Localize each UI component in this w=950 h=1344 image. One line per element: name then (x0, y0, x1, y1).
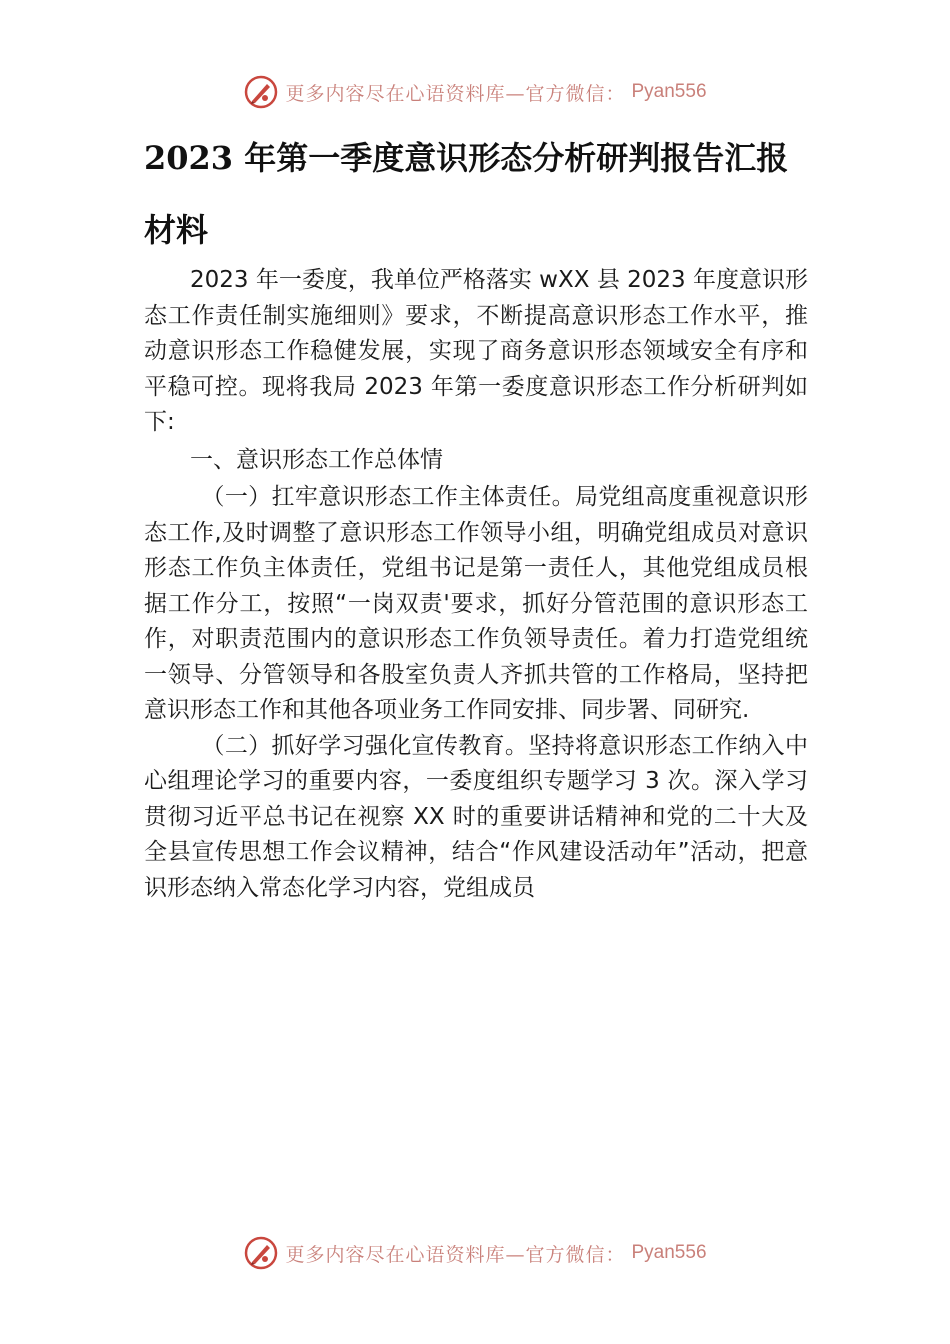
intro-paragraph: 2023 年一委度，我单位严格落实 wXX 县 2023 年度意识形态工作责任制实施细则》要求，不断提高意识形态工作水平，推动意识形态工作稳健发展，实现了商务意识形态领域安全有序和平稳可控。现将我局 2023 年第一委度意识形态工作分析研判如下: (144, 267, 808, 435)
body-paragraph-2: （二）抓好学习强化宣传教育。坚持将意识形态工作纳入中心组理论学习的重要内容，一委度组织专题学习 3 次。深入学习贯彻习近平总书记在视察 XX 时的重要讲话精神和党的二十大及全县宣传思想工作会议精神，结合“作风建设活动年”活动，把意识形态纳入常态化学习内容，党组成员 (144, 732, 808, 901)
watermark-footer (0, 1233, 950, 1273)
document-body (144, 263, 808, 906)
watermark-header (0, 72, 950, 112)
watermark-text: 更多内容尽在心语资料库—官方微信： (285, 82, 626, 105)
section-heading: 一、意识形态工作总体情 (190, 446, 443, 473)
pen-logo-icon (243, 1235, 279, 1271)
watermark-text: 更多内容尽在心语资料库—官方微信： (285, 1243, 626, 1266)
pen-logo-icon (243, 74, 279, 110)
document-title: 2023 年第一季度意识形态分析研判报告汇报材料 (144, 139, 789, 249)
body-paragraph-1: （一）扛牢意识形态工作主体责任。局党组高度重视意识形态工作,及时调整了意识形态工作领导小组，明确党组成员对意识形态工作负主体责任，党组书记是第一责任人，其他党组成员根据工作分工，按照“一岗双责'要求，抓好分管范围的意识形态工作，对职责范围内的意识形态工作负领导责任。着力打造党组统一领导、分管领导和各股室负责人齐抓共管的工作格局，坚持把意识形态工作和其他各项业务工作同安排、同步署、同研究. (144, 484, 808, 723)
watermark-contact: Pyan556 (631, 1242, 707, 1263)
watermark-contact: Pyan556 (631, 81, 707, 102)
